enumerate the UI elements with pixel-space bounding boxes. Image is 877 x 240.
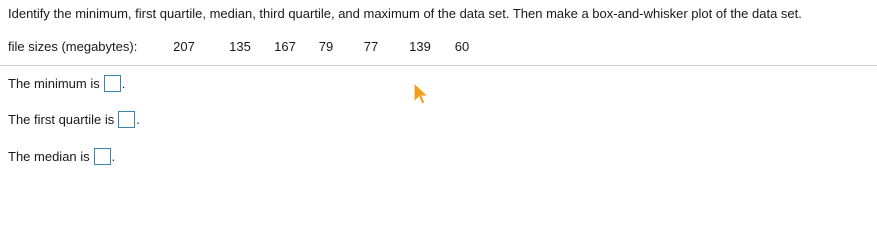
dataset-value: 60 xyxy=(454,39,470,54)
answer-row-median xyxy=(8,148,115,165)
answer-label-median: The median is xyxy=(8,149,90,164)
dataset-value: 79 xyxy=(318,39,334,54)
mouse-pointer-icon xyxy=(413,82,429,109)
first-quartile-input[interactable] xyxy=(118,111,135,128)
dataset-value: 207 xyxy=(173,39,195,54)
answer-suffix: . xyxy=(136,112,140,127)
dataset-value: 167 xyxy=(274,39,296,54)
dataset-row xyxy=(8,39,470,54)
answer-row-first-quartile xyxy=(8,111,140,128)
answer-suffix: . xyxy=(111,149,116,164)
minimum-input[interactable] xyxy=(104,75,121,92)
answer-label-first-quartile: The first quartile is xyxy=(8,112,115,127)
answer-suffix: . xyxy=(121,76,126,91)
median-input[interactable] xyxy=(94,148,111,165)
answer-label-minimum: The minimum is xyxy=(8,76,100,91)
answer-row-minimum xyxy=(8,75,125,92)
divider xyxy=(0,65,877,66)
question-instruction: Identify the minimum, first quartile, median, third quartile, and maximum of the data set. Then make a box-and-whisker plot of the data set. xyxy=(8,6,802,21)
dataset-value: 139 xyxy=(409,39,431,54)
dataset-value: 135 xyxy=(229,39,251,54)
dataset-label: file sizes (megabytes): xyxy=(8,39,138,54)
dataset-value: 77 xyxy=(363,39,379,54)
